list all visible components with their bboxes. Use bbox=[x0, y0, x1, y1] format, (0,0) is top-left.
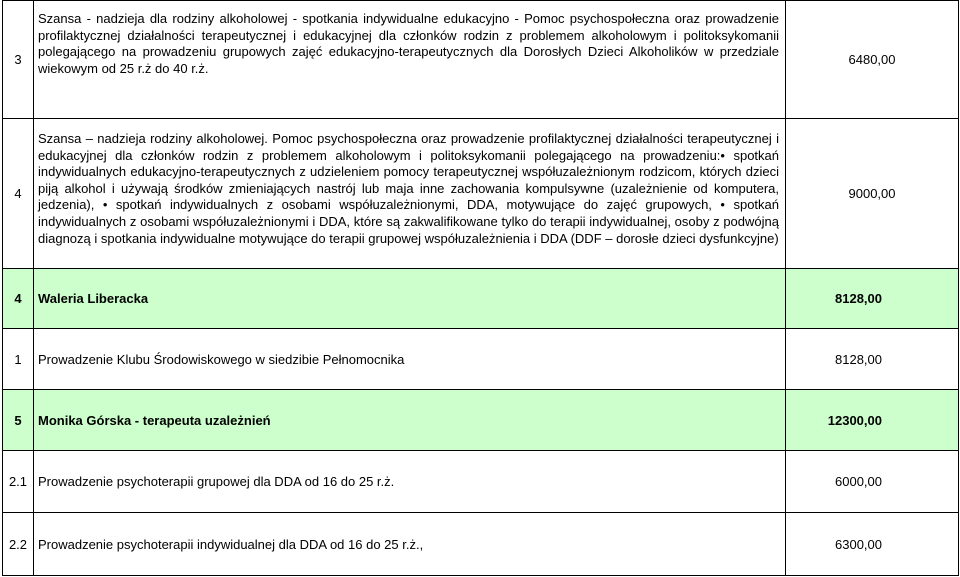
row-description: Prowadzenie psychoterapii grupowej dla DDA od 16 do 25 r.ż. bbox=[34, 451, 786, 513]
table-row bbox=[3, 329, 959, 390]
row-number: 2.1 bbox=[3, 451, 34, 513]
row-amount: 6000,00 bbox=[786, 451, 959, 513]
row-description: Prowadzenie Klubu Środowiskowego w siedzibie Pełnomocnika bbox=[34, 329, 786, 390]
row-number: 2.2 bbox=[3, 513, 34, 576]
budget-table bbox=[2, 0, 959, 576]
row-amount: 6300,00 bbox=[786, 513, 959, 576]
row-amount: 8128,00 bbox=[786, 329, 959, 390]
row-number: 4 bbox=[3, 119, 34, 269]
table-row bbox=[3, 119, 959, 269]
row-number: 5 bbox=[3, 390, 34, 451]
table-row bbox=[3, 513, 959, 576]
table-row-highlight bbox=[3, 269, 959, 329]
row-description: Waleria Liberacka bbox=[34, 269, 786, 329]
row-description: Monika Górska - terapeuta uzależnień bbox=[34, 390, 786, 451]
table-row bbox=[3, 451, 959, 513]
row-number: 4 bbox=[3, 269, 34, 329]
row-number: 1 bbox=[3, 329, 34, 390]
row-description: Szansa – nadzieja rodziny alkoholowej. Pomoc psychospołeczna oraz prowadzenie profilaktycznej działalności terapeutycznej i edukacyjnej dla członków rodzin z problemem alkoholowym i politoksykomanii polegającego na prowadzeniu:• spotkań indywidualnych edukacyjno-terapeutycznych z udzieleniem pomocy terapeutycznej współuzależnionym rodzicom, których dzieci piją alkohol i używają środków zmieniających nastrój lub maja inne zachowania kompulsywne (uzależnienie od komputera, jedzenia), • spotkań indywidualnych z osobami współuzależnionymi, DDA, motywujące do zajęć grupowych, • spotkań indywidualnych z osobami współuzależnionymi i DDA, które są zakwalifikowane tylko do terapii indywidualnej, osoby z podwójną diagnozą i spotkania indywidualne motywujące do terapii grupowej współuzależnienia i DDA (DDF – dorosłe dzieci dysfunkcyjne) bbox=[34, 119, 786, 269]
row-amount: 9000,00 bbox=[786, 119, 959, 269]
row-amount: 6480,00 bbox=[786, 1, 959, 119]
row-description: Szansa - nadzieja dla rodziny alkoholowej - spotkania indywidualne edukacyjno - Pomoc psychospołeczna oraz prowadzenie profilaktycznej działalności terapeutycznej i edukacyjnej dla członków rodzin z problemem alkoholowym i politoksykomanii polegającego na prowadzeniu grupowych zajęć edukacyjno-terapeutycznych dla Dorosłych Dzieci Alkoholików w przedziale wiekowym od 25 r.ż do 40 r.ż. bbox=[34, 1, 786, 119]
table-row bbox=[3, 1, 959, 119]
table-row-highlight bbox=[3, 390, 959, 451]
row-description: Prowadzenie psychoterapii indywidualnej dla DDA od 16 do 25 r.ż., bbox=[34, 513, 786, 576]
row-amount: 8128,00 bbox=[786, 269, 959, 329]
row-amount: 12300,00 bbox=[786, 390, 959, 451]
row-number: 3 bbox=[3, 1, 34, 119]
